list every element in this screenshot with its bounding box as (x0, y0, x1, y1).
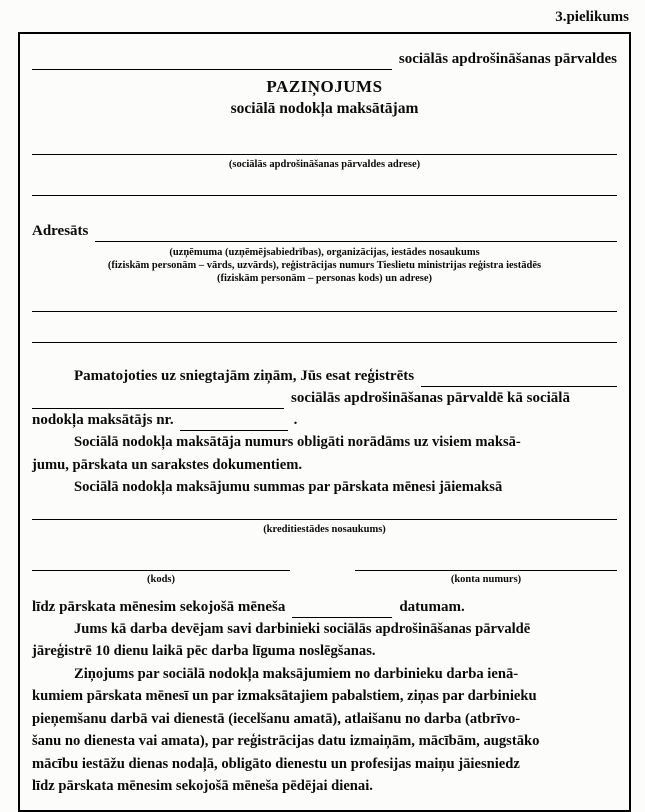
account-blank-line (355, 556, 617, 571)
number-note-paragraph (32, 431, 617, 476)
registration-blank-1 (421, 372, 617, 387)
registration-paragraph (32, 365, 617, 431)
employer-note-paragraph (32, 618, 617, 663)
addressee-caption-1: (uzņēmuma (uzņēmējsabiedrības), organizācijas, iestādes nosaukums (169, 247, 480, 258)
report-note-line-1: Ziņojums par sociālā nodokļa maksājumiem no darbinieku darba ienā- (74, 665, 519, 682)
registration-line-2 (32, 387, 617, 409)
addressee-captions (32, 246, 617, 285)
report-note-line-4: šanu no dienesta vai amata), par reģistrācijas datu izmaiņām, mācībām, augstāko (32, 733, 540, 749)
registration-blank-2 (32, 394, 284, 409)
form-box (18, 32, 631, 812)
due-date-line (32, 596, 617, 618)
bank-blank-line (32, 519, 617, 520)
employer-note-line-1: Jums kā darba devējam savi darbinieki sociālās apdrošināšanas pārvaldē (74, 620, 531, 637)
header-org-text: sociālās apdrošināšanas pārvaldes (398, 51, 617, 67)
code-account-captions (32, 573, 617, 586)
registration-text-3-end: . (293, 412, 298, 428)
registration-text-2: sociālās apdrošināšanas pārvaldē kā sociālā (291, 390, 570, 406)
address-caption: (sociālās apdrošināšanas pārvaldes adrese) (228, 159, 421, 170)
blank-line (32, 311, 617, 312)
registration-line-1 (32, 365, 617, 387)
attachment-label: 3.pielikums (555, 9, 629, 25)
addressee-label: Adresāts (32, 223, 89, 239)
code-account-blanks (32, 556, 617, 571)
header-blank-line (32, 55, 392, 70)
form-title: PAZIŅOJUMS (266, 77, 383, 96)
due-date-prefix: līdz pārskata mēnesim sekojošā mēneša (32, 598, 286, 615)
addressee-caption-3: (fiziskām personām – personas kods) un adrese) (216, 273, 433, 284)
bank-caption: (kreditiestādes nosaukums) (263, 523, 386, 535)
due-date-suffix: datumam. (399, 598, 465, 615)
code-caption: (kods) (146, 573, 175, 585)
addressee-caption-2: (fiziskām personām – vārds, uzvārds), reģistrācijas numurs Tieslietu ministrijas reģistra iestādēs (107, 260, 542, 271)
addressee-blank-line (95, 227, 617, 242)
registration-number-blank (180, 416, 288, 431)
addressee-line (32, 220, 617, 242)
payment-note: Sociālā nodokļa maksājumu summas par pārskata mēnesi jāiemaksā (74, 479, 503, 495)
report-note-line-3: pieņemšanu darbā vai dienestā (iecelšanu amatā), atlaišanu no darba (atbrīvo- (32, 710, 521, 727)
due-date-blank (292, 603, 392, 618)
blank-line (32, 342, 617, 343)
employer-note-line-2: jāreģistrē 10 dienu laikā pēc darba līguma noslēgšanas. (32, 643, 376, 659)
registration-text-3: nodokļa maksātājs nr. (32, 412, 174, 428)
registration-line-3 (32, 409, 617, 431)
form-subtitle: sociālā nodokļa maksātājam (230, 100, 419, 117)
code-blank-line (32, 556, 290, 571)
report-note-line-5: mācību iestāžu dienas nodaļā, obligāto dienestu un profesijas maiņu jāiesniedz (32, 755, 520, 772)
blank-line (32, 195, 617, 196)
report-note-line-6: līdz pārskata mēnesim sekojošā mēneša pēdējai dienai. (32, 778, 373, 794)
registration-text-1: Pamatojoties uz sniegtajām ziņām, Jūs esat reģistrēts (74, 368, 415, 384)
account-caption: (konta numurs) (450, 573, 522, 585)
report-note-line-2: kumiem pārskata mēnesī un par izmaksātajiem pabalstiem, ziņas par darbinieku (32, 688, 537, 704)
header-org-line (32, 48, 617, 70)
report-note-paragraph (32, 663, 617, 798)
number-note-line-2: jumu, pārskata un sarakstes dokumentiem. (32, 456, 303, 473)
number-note-line-1: Sociālā nodokļa maksātāja numurs obligāti norādāms uz visiem maksā- (74, 434, 521, 450)
address-blank-line (32, 154, 617, 155)
